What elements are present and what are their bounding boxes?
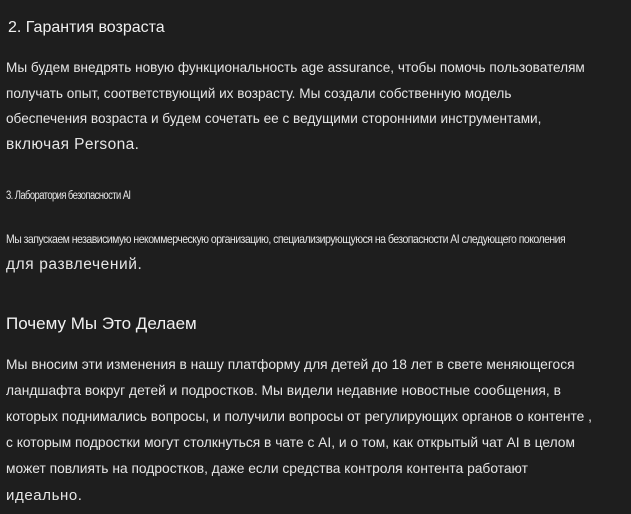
paragraph-line: с которым подростки могут столкнуться в чате с AI, и о том, как открытый чат AI в целом xyxy=(6,435,575,450)
section-heading-age-assurance: 2. Гарантия возраста xyxy=(8,19,165,36)
paragraph-line: может повлиять на подростков, даже если средства контроля контента работают xyxy=(6,461,528,476)
paragraph-line: получать опыт, соответствующий их возрасту. Мы создали собственную модель xyxy=(6,86,512,101)
section-heading-ai-safety-lab: 3. Лаборатория безопасности AI xyxy=(6,190,131,202)
paragraph-line: Мы будем внедрять новую функциональность age assurance, чтобы помочь пользователям xyxy=(6,60,585,75)
paragraph-line: идеально. xyxy=(6,487,83,504)
paragraph-line: которых поднимались вопросы, и получили вопросы от регулирующих органов о контенте , xyxy=(6,409,593,424)
paragraph-line: Мы запускаем независимую некоммерческую организацию, специализирующуюся на безопасности AI следующего поколения xyxy=(6,232,566,246)
paragraph-line: обеспечения возраста и будем сочетать ее с ведущими сторонними инструментами, xyxy=(6,111,542,126)
paragraph-line: включая Persona. xyxy=(6,136,140,153)
section-heading-why: Почему Мы Это Делаем xyxy=(6,314,197,333)
paragraph-line: для развлечений. xyxy=(6,256,143,273)
paragraph-line: ландшафта вокруг детей и подростков. Мы видели недавние новостные сообщения, в xyxy=(6,383,561,398)
paragraph-line: Мы вносим эти изменения в нашу платформу для детей до 18 лет в свете меняющегося xyxy=(6,357,575,372)
